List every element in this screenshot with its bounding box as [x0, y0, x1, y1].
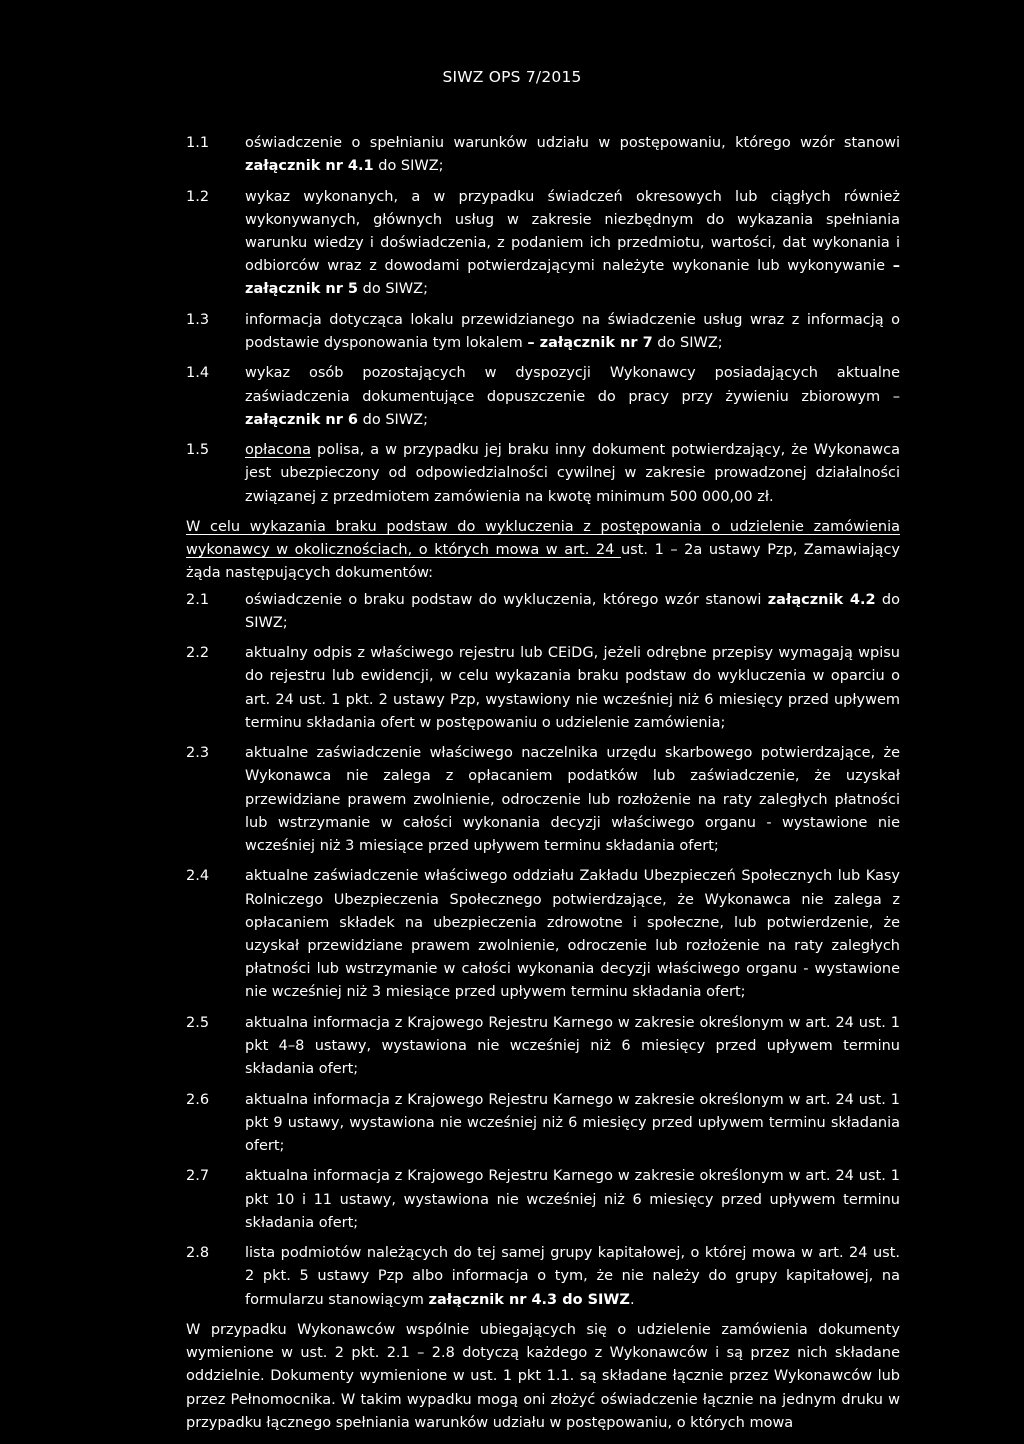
list-item-2-7 [186, 1165, 900, 1235]
item-text: opłacona polisa, a w przypadku jej braku inny dokument potwierdzający, że Wykonawca jest ubezpieczony od odpowiedzialności cywilnej w zakresie prowadzonej działalności związanej z przedmiotem zamówienia na kwotę minimum 500 000,00 zł. [245, 442, 900, 505]
item-number: 2.8 [186, 1245, 210, 1262]
item-text: lista podmiotów należących do tej samej grupy kapitałowej, o której mowa w art. 24 ust. 2 pkt. 5 ustawy Pzp albo informacja o tym, że nie należy do grupy kapitałowej, na formularzu stanowiącym załącznik nr 4.3 do SIWZ. [245, 1245, 900, 1308]
item-text: aktualna informacja z Krajowego Rejestru Karnego w zakresie określonym w art. 24 ust. 1 pkt 9 ustawy, wystawiona nie wcześniej niż 6 miesięcy przed upływem terminu składania ofert; [245, 1091, 900, 1154]
item-number: 2.6 [186, 1091, 210, 1108]
item-number: 1.2 [186, 188, 210, 205]
list-item-1-4 [186, 362, 900, 432]
item-number: 2.1 [186, 591, 210, 608]
item-number: 2.3 [186, 745, 210, 762]
list-item-1-5 [186, 439, 900, 509]
item-text: oświadczenie o braku podstaw do wykluczenia, którego wzór stanowi załącznik 4.2 do SIWZ; [245, 591, 900, 631]
item-number: 2.7 [186, 1168, 210, 1185]
item-text: wykaz osób pozostających w dyspozycji Wykonawcy posiadających aktualne zaświadczenia dokumentujące dopuszczenie do pracy przy żywieniu zbiorowym – załącznik nr 6 do SIWZ; [245, 365, 900, 428]
item-number: 2.2 [186, 645, 210, 662]
item-text: aktualny odpis z właściwego rejestru lub CEiDG, jeżeli odrębne przepisy wymagają wpisu do rejestru lub ewidencji, w celu wykazania braku podstaw do wykluczenia w oparciu o art. 24 ust. 1 pkt. 2 ustawy Pzp, wystawiony nie wcześniej niż 6 miesięcy przed upływem terminu składania ofert w postępowaniu o udzielenie zamówienia; [245, 645, 900, 731]
item-number: 1.3 [186, 311, 210, 328]
list-item-1-3 [186, 309, 900, 355]
exclusion-intro: W celu wykazania braku podstaw do wykluczenia z postępowania o udzielenie zamówienia wykonawcy w okolicznościach, o których mowa w art. 24 ust. 1 – 2a ustawy Pzp, Zamawiający żąda następujących dokumentów: [186, 518, 901, 582]
item-number: 2.5 [186, 1014, 210, 1031]
list-item-2-6 [186, 1089, 900, 1159]
item-text: aktualne zaświadczenie właściwego oddziału Zakładu Ubezpieczeń Społecznych lub Kasy Rolniczego Ubezpieczenia Społecznego potwierdzające, że Wykonawca nie zalega z opłacaniem składek na ubezpieczenia zdrowotne i społeczne, lub potwierdzenie, że uzyskał przewidziane prawem zwolnienie, odroczenie lub rozłożenie na raty zaległych płatności lub wstrzymanie w całości wykonania decyzji właściwego organu - wystawione nie wcześniej niż 3 miesiące przed upływem terminu składania ofert; [245, 868, 900, 1001]
item-number: 1.1 [186, 135, 210, 151]
document-body [186, 132, 900, 1442]
item-number: 1.4 [186, 365, 210, 382]
list-item-1-1 [186, 132, 900, 178]
list-item-2-5 [186, 1012, 900, 1082]
item-text: aktualne zaświadczenie właściwego naczelnika urzędu skarbowego potwierdzające, że Wykonawca nie zalega z opłacaniem podatków lub zaświadczenie, że uzyskał przewidziane prawem zwolnienie, odroczenie lub rozłożenie na raty zaległych płatności lub wstrzymanie w całości wykonania decyzji właściwego organu - wystawione nie wcześniej niż 3 miesiące przed upływem terminu składania ofert; [245, 745, 900, 854]
item-text: informacja dotycząca lokalu przewidzianego na świadczenie usług wraz z informacją o podstawie dysponowania tym lokalem – załącznik nr 7 do SIWZ; [245, 311, 900, 351]
page-header: SIWZ OPS 7/2015 [442, 68, 582, 86]
item-text: aktualna informacja z Krajowego Rejestru Karnego w zakresie określonym w art. 24 ust. 1 pkt 4–8 ustawy, wystawiona nie wcześniej niż 6 miesięcy przed upływem terminu składania ofert; [245, 1014, 900, 1078]
list-item-1-2 [186, 186, 900, 302]
list-item-2-1 [186, 589, 900, 635]
list-item-2-3 [186, 742, 900, 858]
list-item-2-2 [186, 642, 900, 735]
item-number: 1.5 [186, 442, 210, 459]
closing-paragraph: W przypadku Wykonawców wspólnie ubiegających się o udzielenie zamówienia dokumenty wymienione w ust. 2 pkt. 2.1 – 2.8 dotyczą każdego z Wykonawców i są przez nich składane oddzielnie. Dokumenty wymienione w ust. 1 pkt 1.1. są składane łącznie przez Wykonawców lub przez Pełnomocnika. W takim wypadku mogą oni złożyć oświadczenie łącznie na jednym druku w przypadku łącznego spełniania warunków udziału w postępowaniu, o których mowa [186, 1321, 900, 1431]
item-text: oświadczenie o spełnianiu warunków udziału w postępowaniu, którego wzór stanowi załącznik nr 4.1 do SIWZ; [245, 135, 900, 175]
item-text: wykaz wykonanych, a w przypadku świadczeń okresowych lub ciągłych również wykonywanych, głównych usług w zakresie niezbędnym do wykazania spełniania warunku wiedzy i doświadczenia, z podaniem ich przedmiotu, wartości, dat wykonania i odbiorców wraz z dowodami potwierdzającymi należyte wykonanie lub wykonywanie – załącznik nr 5 do SIWZ; [245, 188, 900, 298]
list-item-2-8 [186, 1242, 900, 1312]
list-item-2-4 [186, 865, 900, 1004]
item-number: 2.4 [186, 868, 210, 885]
item-text: aktualna informacja z Krajowego Rejestru Karnego w zakresie określonym w art. 24 ust. 1 pkt 10 i 11 ustawy, wystawiona nie wcześniej niż 6 miesięcy przed upływem terminu składania ofert; [245, 1168, 900, 1231]
